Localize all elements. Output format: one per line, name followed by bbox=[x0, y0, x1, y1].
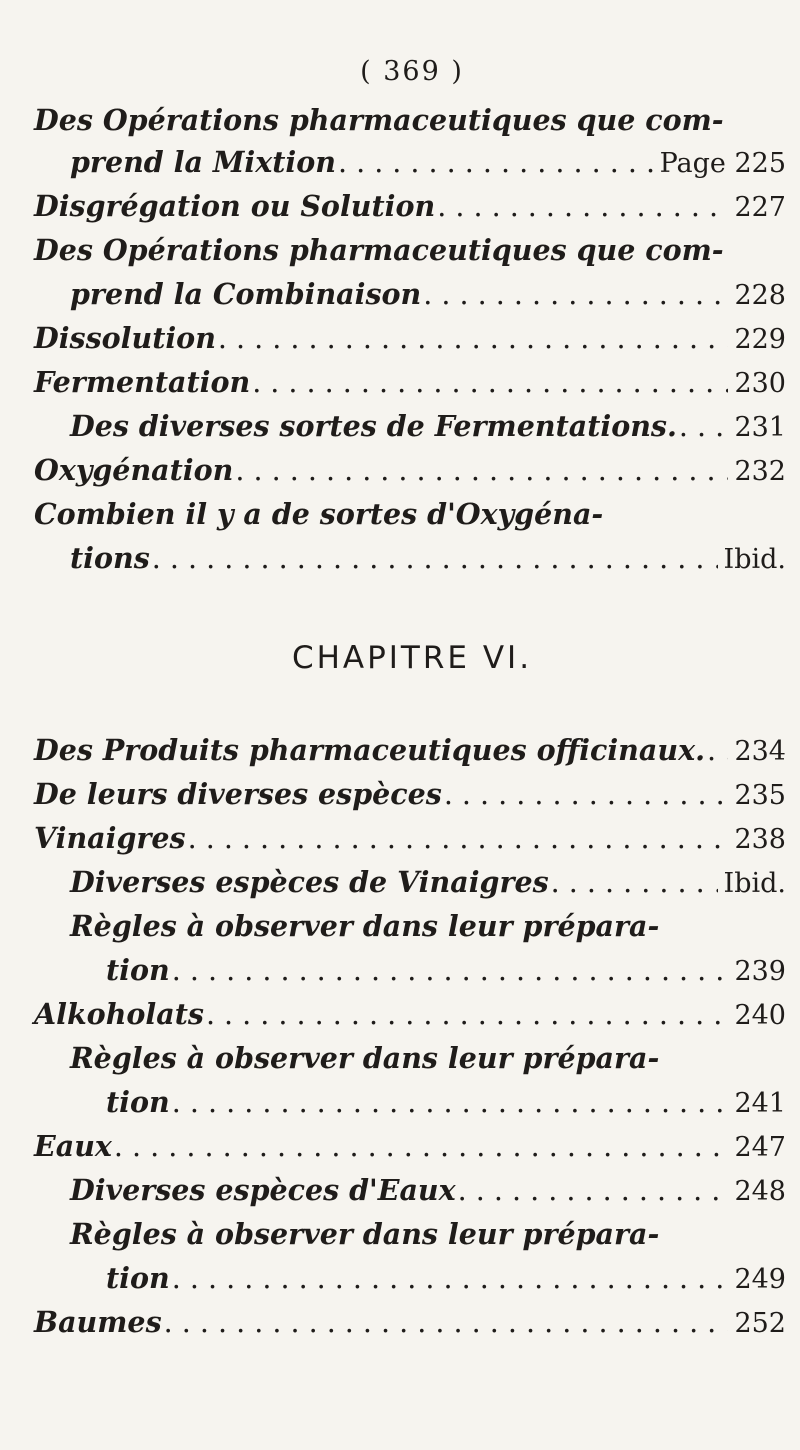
toc-entry bbox=[34, 862, 790, 902]
leader-dots bbox=[172, 951, 729, 991]
toc-entry bbox=[34, 1214, 790, 1254]
leader-dots bbox=[707, 731, 728, 771]
toc-entry-title: De leurs diverses espèces bbox=[34, 777, 442, 811]
toc-entry-title: prend la Mixtion bbox=[70, 145, 336, 179]
toc-entry-title: Règles à observer dans leur prépara- bbox=[70, 1217, 660, 1251]
toc-entry-title: Fermentation bbox=[34, 365, 251, 399]
toc-entry-title: tions bbox=[70, 541, 150, 575]
toc-entry-page: 249 bbox=[734, 1264, 786, 1295]
leader-dots bbox=[458, 1171, 729, 1211]
toc-entry-title: Eaux bbox=[34, 1129, 112, 1163]
toc-entry-page: 235 bbox=[734, 780, 786, 811]
toc-entry bbox=[34, 230, 790, 270]
toc-entry-page: 230 bbox=[734, 368, 786, 399]
chapter-heading: CHAPITRE VI. bbox=[291, 640, 533, 676]
leader-dots bbox=[206, 995, 729, 1035]
leader-dots bbox=[172, 1083, 729, 1123]
toc-entry bbox=[34, 274, 790, 314]
toc-entry-page: 240 bbox=[734, 1000, 786, 1031]
toc-entry-page: 247 bbox=[734, 1132, 786, 1163]
toc-entry-title: Des Opérations pharmaceutiques que com- bbox=[34, 233, 724, 267]
leader-dots bbox=[114, 1127, 729, 1167]
leader-dots bbox=[164, 1303, 729, 1343]
leader-dots bbox=[188, 819, 729, 859]
leader-dots bbox=[679, 407, 729, 447]
toc-entry-title: Disgrégation ou Solution bbox=[34, 189, 436, 223]
toc-entry-title: tion bbox=[106, 953, 170, 987]
toc-entry-title: Règles à observer dans leur prépara- bbox=[70, 909, 660, 943]
toc-entry-page: 252 bbox=[734, 1308, 786, 1339]
leader-dots bbox=[172, 1259, 729, 1299]
toc-entry-title: Oxygénation bbox=[34, 453, 234, 487]
toc-entry-title: Des Opérations pharmaceutiques que com- bbox=[34, 103, 724, 137]
toc-entry-title: Vinaigres bbox=[34, 821, 186, 855]
toc-entry-page: 238 bbox=[734, 824, 786, 855]
leader-dots bbox=[444, 775, 729, 815]
toc-entry bbox=[34, 774, 790, 814]
toc-entry-page: 227 bbox=[734, 192, 786, 223]
toc-entry bbox=[34, 1126, 790, 1166]
toc-entry-title: Règles à observer dans leur prépara- bbox=[70, 1041, 660, 1075]
toc-entry-page: 231 bbox=[734, 412, 786, 443]
toc-entry bbox=[34, 450, 790, 490]
toc-entry bbox=[34, 1082, 790, 1122]
toc-entry bbox=[34, 1302, 790, 1342]
toc-entry bbox=[34, 538, 790, 578]
toc-entry-page: Ibid. bbox=[723, 544, 786, 575]
toc-entry bbox=[34, 318, 790, 358]
toc-entry bbox=[34, 1170, 790, 1210]
toc-entry bbox=[34, 362, 790, 402]
toc-entry-title: Diverses espèces d'Eaux bbox=[70, 1173, 456, 1207]
toc-entry bbox=[34, 142, 790, 182]
leader-dots bbox=[235, 451, 728, 491]
toc-entry bbox=[34, 494, 790, 534]
toc-entry bbox=[34, 906, 790, 946]
leader-dots bbox=[437, 187, 728, 227]
leader-dots bbox=[152, 539, 718, 579]
toc-entry bbox=[34, 1258, 790, 1298]
toc-entry-title: Des Produits pharmaceutiques officinaux. bbox=[34, 733, 705, 767]
toc-entry-page: 239 bbox=[734, 956, 786, 987]
toc-entry bbox=[34, 818, 790, 858]
toc-entry-title: prend la Combinaison bbox=[70, 277, 422, 311]
toc-entry-title: Combien il y a de sortes d'Oxygéna- bbox=[34, 497, 604, 531]
leader-dots bbox=[218, 319, 729, 359]
leader-dots bbox=[338, 143, 654, 183]
toc-entry-title: Baumes bbox=[34, 1305, 162, 1339]
page-number: ( 369 ) bbox=[360, 56, 464, 87]
toc-entry bbox=[34, 994, 790, 1034]
toc-entry-title: tion bbox=[106, 1085, 170, 1119]
book-page bbox=[34, 0, 790, 1450]
toc-entry-page: 241 bbox=[734, 1088, 786, 1119]
leader-dots bbox=[551, 863, 718, 903]
toc-entry-title: Des diverses sortes de Fermentations. bbox=[70, 409, 677, 443]
toc-entry bbox=[34, 730, 790, 770]
toc-entry-page: Page 225 bbox=[659, 148, 786, 179]
toc-entry-page: 248 bbox=[734, 1176, 786, 1207]
toc-entry-page: 232 bbox=[734, 456, 786, 487]
toc-entry-page: Ibid. bbox=[723, 868, 786, 899]
toc-entry bbox=[34, 1038, 790, 1078]
toc-entry bbox=[34, 406, 790, 446]
toc-entry-title: Alkoholats bbox=[34, 997, 204, 1031]
leader-dots bbox=[252, 363, 728, 403]
leader-dots bbox=[423, 275, 728, 315]
toc-entry-title: Dissolution bbox=[34, 321, 216, 355]
toc-entry-page: 234 bbox=[734, 736, 786, 767]
toc-entry bbox=[34, 950, 790, 990]
toc-entry-title: tion bbox=[106, 1261, 170, 1295]
toc-entry bbox=[34, 186, 790, 226]
toc-entry-page: 229 bbox=[734, 324, 786, 355]
toc-entry-title: Diverses espèces de Vinaigres bbox=[70, 865, 549, 899]
toc-entry bbox=[34, 100, 790, 140]
toc-entry-page: 228 bbox=[734, 280, 786, 311]
